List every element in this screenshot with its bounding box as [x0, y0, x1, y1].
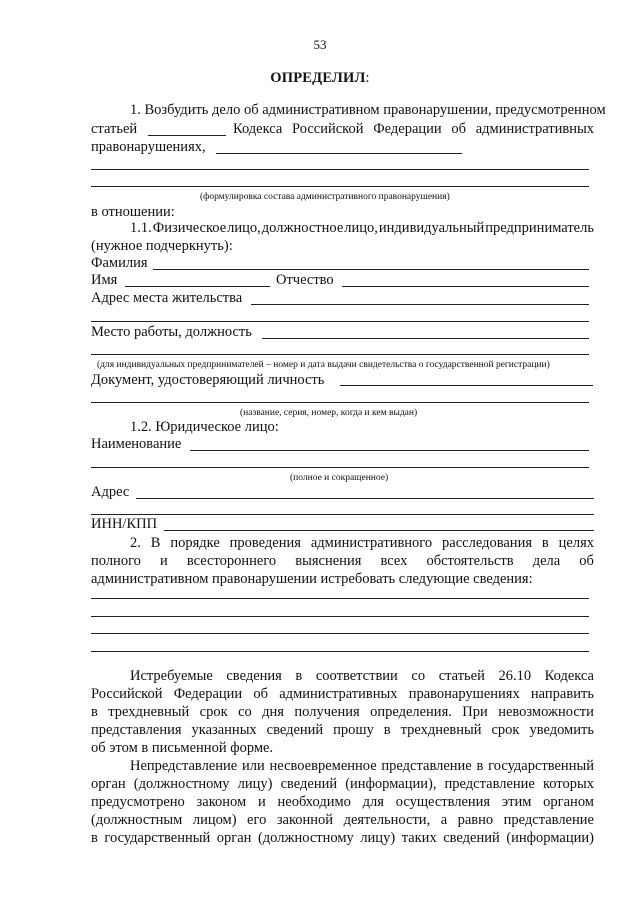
- word: всестороннего: [186, 553, 277, 569]
- word: дела: [532, 553, 561, 569]
- word: необходимо: [277, 794, 351, 810]
- org-name-label: Наименование: [91, 436, 182, 452]
- id-doc-caption: (название, серия, номер, когда и кем выдан): [240, 408, 418, 418]
- id-doc-field-1[interactable]: [340, 385, 593, 386]
- inn-field[interactable]: [164, 530, 594, 531]
- word: лицо,: [344, 220, 378, 236]
- para2-line4: [91, 812, 594, 828]
- patronymic-field[interactable]: [342, 286, 589, 287]
- word: в: [91, 704, 98, 720]
- word: органом: [543, 794, 594, 810]
- address-field-2[interactable]: [91, 321, 589, 322]
- word: невозможности: [498, 704, 594, 720]
- page-title: [0, 70, 640, 86]
- word: дня: [262, 704, 284, 720]
- word: срок: [491, 722, 520, 738]
- item2-line3: административном правонарушении истребовать следующие сведения:: [91, 571, 533, 587]
- word: сведений: [443, 830, 500, 846]
- word: Кодекса: [544, 668, 594, 684]
- title-text: ОПРЕДЕЛИЛ: [270, 70, 366, 86]
- word: статьей: [438, 668, 485, 684]
- word: Истребуемые: [130, 668, 213, 684]
- word: (должностным: [91, 812, 183, 828]
- offense-field-2[interactable]: [91, 169, 589, 170]
- word: об: [253, 686, 269, 702]
- item1-line3: правонарушениях,: [91, 139, 206, 155]
- word: (должностному: [133, 776, 230, 792]
- para2-line5: [91, 830, 594, 846]
- word: При: [462, 704, 488, 720]
- word: 2.: [130, 535, 141, 551]
- item2-line2: [91, 553, 594, 569]
- word: (информации): [506, 830, 594, 846]
- work-field-1[interactable]: [262, 338, 589, 339]
- word: и: [160, 553, 168, 569]
- para1-line5: об этом в письменной форме.: [91, 740, 274, 756]
- title-colon: :: [365, 70, 370, 86]
- entrepreneur-caption: (для индивидуальных предпринимателей – номер и дата выдачи свидетельства о государственной регистрации): [97, 360, 550, 370]
- word: государственный: [104, 830, 211, 846]
- word: со: [238, 704, 252, 720]
- id-doc-field-2[interactable]: [91, 402, 589, 403]
- word: этим: [501, 794, 532, 810]
- word: В: [150, 535, 161, 551]
- para2-line2: [91, 776, 594, 792]
- word: представление: [444, 776, 535, 792]
- requested-info-field-2[interactable]: [91, 616, 589, 617]
- word: для: [362, 794, 384, 810]
- para1-line4: [91, 722, 594, 738]
- word: прошу: [333, 722, 374, 738]
- word: или: [241, 758, 265, 774]
- org-address-field-1[interactable]: [136, 498, 594, 499]
- in-relation-label: в отношении:: [91, 204, 175, 220]
- word: 26.10: [498, 668, 532, 684]
- word: Федерации: [173, 686, 243, 702]
- para2-line1: [130, 758, 594, 774]
- offense-caption: (формулировка состава административного правонарушения): [200, 192, 450, 202]
- word: орган: [91, 776, 126, 792]
- word: 1.1.: [130, 220, 152, 236]
- page-number: 53: [313, 37, 327, 52]
- word: равно: [457, 812, 494, 828]
- word: определения.: [370, 704, 452, 720]
- word: уведомить: [529, 722, 594, 738]
- item1-line2-rest: [233, 121, 594, 137]
- word: получения: [294, 704, 360, 720]
- org-name-field-1[interactable]: [190, 450, 589, 451]
- word: предусмотрено: [91, 794, 185, 810]
- word: таких: [401, 830, 437, 846]
- word: законом: [196, 794, 247, 810]
- word: представление: [381, 758, 472, 774]
- surname-label: Фамилия: [91, 255, 148, 271]
- word: (информации),: [345, 776, 437, 792]
- word: представления: [91, 722, 182, 738]
- word: Кодекса: [233, 121, 283, 137]
- item1-2-heading: 1.2. Юридическое лицо:: [130, 419, 279, 435]
- word: Российской: [292, 121, 364, 137]
- word: правонарушениях: [408, 686, 520, 702]
- individual-option[interactable]: Физическое: [152, 220, 227, 236]
- word: в: [383, 722, 391, 738]
- word: проведения: [229, 535, 301, 551]
- word: в: [541, 535, 549, 551]
- word: осуществления: [395, 794, 491, 810]
- word: об: [451, 121, 467, 137]
- word: представление: [503, 812, 594, 828]
- word: со: [411, 668, 426, 684]
- word: лицом): [192, 812, 237, 828]
- word: административного: [310, 535, 433, 551]
- entrepreneur-option[interactable]: индивидуальный: [378, 220, 485, 236]
- word: в: [476, 758, 484, 774]
- offense-field-3[interactable]: [91, 186, 589, 187]
- word: направить: [530, 686, 594, 702]
- id-doc-label: Документ, удостоверяющий личность: [91, 372, 325, 388]
- word: орган: [216, 830, 252, 846]
- requested-info-field-3[interactable]: [91, 633, 589, 634]
- name-field[interactable]: [125, 286, 270, 287]
- word: законной: [276, 812, 334, 828]
- item2-line1: [130, 535, 594, 551]
- word: лицу): [360, 830, 396, 846]
- word: административных: [279, 686, 398, 702]
- word: Российской: [91, 686, 163, 702]
- word: порядке: [170, 535, 220, 551]
- word: соответствии: [315, 668, 398, 684]
- word: об: [579, 553, 594, 569]
- word: в: [295, 668, 303, 684]
- word: расследования: [442, 535, 532, 551]
- word: (должностному: [257, 830, 354, 846]
- word: Федерации: [373, 121, 442, 137]
- address-label: Адрес места жительства: [91, 290, 243, 306]
- word: сведения: [226, 668, 282, 684]
- work-label: Место работы, должность: [91, 324, 252, 340]
- article-number-field[interactable]: [148, 135, 226, 136]
- surname-field[interactable]: [153, 269, 589, 270]
- word: несвоевременное: [269, 758, 377, 774]
- word: Непредставление: [130, 758, 238, 774]
- para1-line1: [130, 668, 594, 684]
- item1-1-line2: (нужное подчеркнуть):: [91, 238, 233, 254]
- word: целях: [558, 535, 594, 551]
- word: выяснения: [295, 553, 362, 569]
- item1-1-line1: [130, 220, 594, 236]
- word: всех: [380, 553, 408, 569]
- word: трехдневный: [400, 722, 482, 738]
- org-name-caption: (полное и сокращенное): [290, 473, 389, 483]
- org-address-label: Адрес: [91, 484, 130, 500]
- requested-info-field-1[interactable]: [91, 598, 589, 599]
- word: полного: [91, 553, 141, 569]
- word: в: [91, 830, 98, 846]
- name-label: Имя: [91, 272, 118, 288]
- word: срок: [199, 704, 228, 720]
- word: указанных: [191, 722, 257, 738]
- word: которых: [542, 776, 594, 792]
- word: сведений: [280, 776, 338, 792]
- item1-line2-word: статьей: [91, 121, 138, 137]
- word: предприниматель: [485, 220, 594, 236]
- word: государственный: [488, 758, 594, 774]
- work-field-2[interactable]: [91, 354, 589, 355]
- word: и: [257, 794, 266, 810]
- word: трехдневный: [108, 704, 190, 720]
- para1-line2: [91, 686, 594, 702]
- word: лицо,: [227, 220, 261, 236]
- org-name-field-2[interactable]: [91, 467, 589, 468]
- word: а: [440, 812, 448, 828]
- word: сведений: [266, 722, 324, 738]
- para2-line3: [91, 794, 594, 810]
- word: административных: [475, 121, 594, 137]
- word: обстоятельств: [426, 553, 514, 569]
- para1-line3: [91, 704, 594, 720]
- word: лицу): [237, 776, 273, 792]
- word: деятельности,: [343, 812, 431, 828]
- official-option[interactable]: должностное: [261, 220, 344, 236]
- requested-info-field-4[interactable]: [91, 651, 589, 652]
- word: его: [247, 812, 267, 828]
- item1-line1: 1. Возбудить дело об административном правонарушении, предусмотренном: [130, 102, 606, 118]
- inn-label: ИНН/КПП: [91, 516, 158, 532]
- address-field-1[interactable]: [251, 304, 589, 305]
- offense-field-1[interactable]: [216, 153, 462, 154]
- org-address-field-2[interactable]: [91, 514, 594, 515]
- patronymic-label: Отчество: [276, 272, 334, 288]
